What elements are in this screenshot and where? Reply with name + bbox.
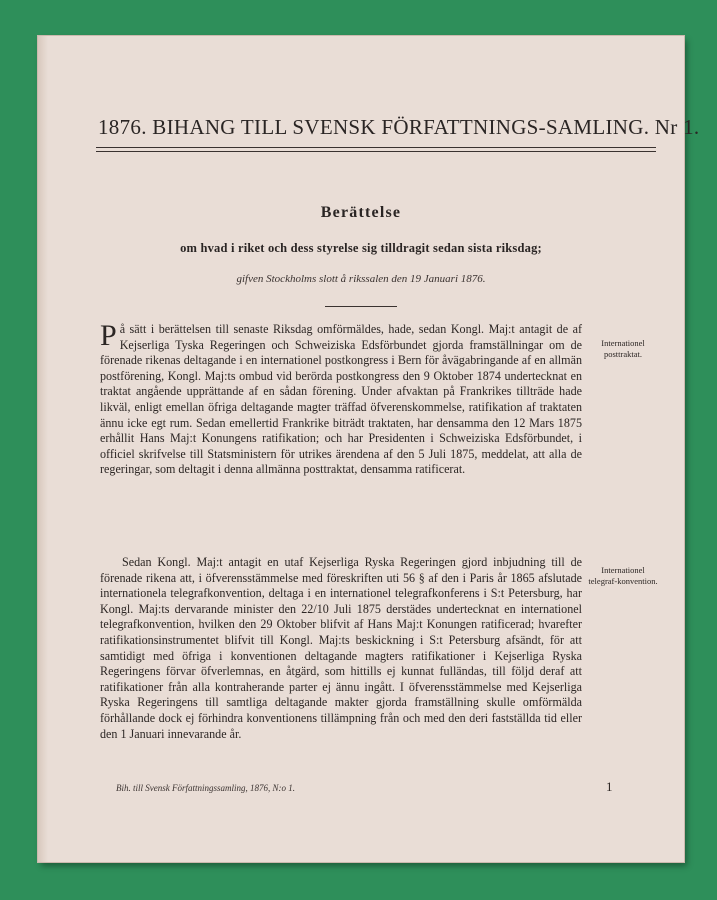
paragraph-telegrafkonvention — [100, 555, 582, 742]
page-header: 1876. BIHANG TILL SVENSK FÖRFATTNINGS-SAMLING. Nr 1. — [98, 115, 700, 139]
drop-cap: P — [100, 319, 117, 352]
document-page — [38, 36, 700, 862]
page-number: 1 — [606, 779, 613, 794]
paragraph-posttraktat — [100, 319, 582, 478]
header-rule-thin — [96, 151, 656, 152]
document-dateline: gifven Stockholms slott å rikssalen den 19 Januari 1876. — [236, 273, 486, 285]
header-rule — [96, 147, 656, 148]
page-spine — [38, 36, 48, 862]
paragraph-text: Sedan Kongl. Maj:t antagit en utaf Kejserliga Ryska Regeringen gjord inbjudning till de förenade rikena att, i öfverensstämmelse med föreskriften uti 56 § af den i Paris år 1865 afslutade internationela telegrafkonvention, deltaga i en internationel telegrafkonferens i S:t Petersburg, har Kongl. Maj:ts dervarande minister den 22/10 Juli 1875 derstädes undertecknat en internationel telegrafkonvention, hvilken den 29 Oktober blifvit af Hans Maj:t Konungen ratificerad; hvarefter ratifikationsinstrumentet blifvit till Kongl. Maj:ts beskickning i S:t Petersburg afsändt, för att samtidigt med öfriga i konventionen deltagande magters ratifikationer i Kejserliga Ryska Regeringens förvar öfverlemnas, en åtgärd, som hittills ej kunnat fulländas, till följd deraf att ratifikationer från alla kontraherande parter ej ännu ingått. I öfverensstämmelse med Kejserliga Ryska Regeringens till samtliga deltagande makter gjorda framställning skulle omförmälda förhållande dock ej förhindra konventionens tillämpning från och med den deri fastställda tid eller den 1 Januari innevarande år. — [100, 555, 582, 741]
title-divider — [325, 306, 397, 307]
document-subtitle: om hvad i riket och dess styrelse sig tilldragit sedan sista riksdag; — [180, 241, 542, 255]
document-title: Berättelse — [320, 204, 402, 221]
footer-citation: Bih. till Svensk Författningssamling, 1876, N:o 1. — [116, 783, 295, 793]
paragraph-text: å sätt i berättelsen till senaste Riksdag omförmäldes, hade, sedan Kongl. Maj:t antagit de af Kejserliga Tyska Regeringen och Schweiziska Edsförbundet gjorda framställningar om de förenade rikenas deltagande i en internationel postkongress i Bern för åvägabringande af en allmän postförening, Kongl. Maj:ts ombud vid berörda postkongress den 9 Oktober 1874 undertecknat en traktat angående upprättande af en sådan förening. Under afvaktan på Frankrikes tillträde hade likväl, enligt emellan öfriga deltagande magter träffad öfverenskommelse, ratifikation af traktaten ännu icke egt rum. Sedan emellertid Frankrike biträdt traktaten, har densamma den 12 Mars 1875 erhållit Hans Maj:t Konungens ratifikation; och har Presidenten i Schweiziska Edsförbundet, i officiel skrifvelse till Statsministern för utrikes ärendena af den 5 Juli 1875, meddelat, att alla de regeringar, som deltagit i denna allmänna posttraktat, densamma ratificerat. — [100, 322, 582, 477]
margin-note-telegrafkonvention: Internationel telegraf-konvention. — [588, 565, 658, 586]
margin-note-posttraktat: Internationel posttraktat. — [601, 338, 645, 359]
